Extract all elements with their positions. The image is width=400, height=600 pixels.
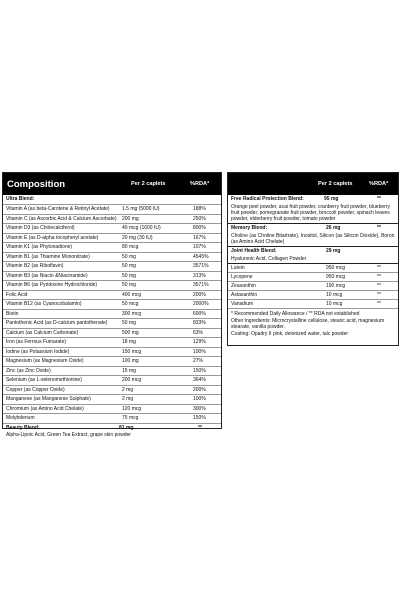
table-row	[3, 367, 221, 377]
table-row	[3, 205, 221, 215]
nutrient-name: Vitamin D3 (as Cholecalciferol)	[6, 225, 75, 231]
table-row	[3, 348, 221, 358]
nutrient-amount: 150 mcg	[122, 348, 142, 355]
free-radical-blend-row: Free Radical Protection Blend: 95 mg **	[231, 196, 381, 202]
nutrient-amount: 100 mg	[122, 358, 139, 364]
table-row	[3, 234, 221, 244]
ultra-blend-rows	[3, 205, 221, 424]
table-row	[3, 281, 221, 291]
nutrient-amount: 200 mg	[122, 215, 139, 222]
table-row	[228, 282, 398, 291]
per-serving-header: Per 2 caplets	[131, 181, 166, 187]
nutrient-rda: 100%	[193, 348, 206, 355]
nutrient-amount: 50 mg	[122, 253, 136, 260]
nutrient-rda: 129%	[193, 339, 206, 345]
nutrient-name: Biotin	[6, 310, 19, 317]
nutrient-rda: 250%	[193, 215, 206, 222]
nutrient-name: Lutein	[231, 264, 245, 271]
beauty-blend-description: Alpha-Lipoic Acid, Green Tea Extract, grape skin powder	[6, 432, 131, 438]
nutrient-name: Chromium (as Amino Acid Chelate)	[6, 405, 84, 412]
rda-footnote: * Recommended Daily Allowance / ** RDA not established	[231, 310, 360, 317]
table-row	[3, 376, 221, 386]
nutrient-rda: 27%	[193, 358, 204, 364]
nutrient-amount: 10 mcg	[326, 291, 343, 298]
nutrient-name: Vitamin A (as beta-Carotene & Retinyl Acetate)	[6, 206, 110, 212]
nutrient-rda: 300%	[193, 405, 206, 412]
nutrient-name: Vitamin B1 (as Thiamine Mononitrate)	[6, 253, 90, 260]
nutrient-name: Zinc (as Zinc Oxide)	[6, 367, 51, 374]
nutrient-name: Vitamin B6 (as Pyridoxine Hydrochloride)	[6, 282, 98, 288]
other-ingredients: Other ingredients: Microcrystalline cellulose, stearic acid, magnesium stearate, vanilla powder.	[231, 317, 385, 331]
nutrient-name: Calcium (as Calcium Carbonate)	[6, 329, 79, 336]
coating-info: Coating: Opadry II pink, deionized water, talc powder	[231, 331, 349, 338]
nutrient-name: Vanadium	[231, 300, 254, 307]
nutrient-name: Vitamin C (as Ascorbic Acid & Calcium Ascorbate)	[6, 215, 117, 222]
nutrient-rda: 313%	[193, 272, 206, 279]
table-row	[3, 319, 221, 329]
nutrient-rda: 100%	[193, 396, 206, 402]
table-row	[3, 386, 221, 396]
table-row	[228, 291, 398, 300]
nutrient-name: Vitamin B12 (as Cyanocobalamin)	[6, 301, 82, 307]
memory-blend-row: Memory Blend: 26 mg **	[231, 225, 381, 232]
table-row	[3, 329, 221, 339]
composition-table	[2, 172, 222, 438]
nutrient-amount: 15 mg	[122, 367, 136, 374]
nutrient-rda: 150%	[193, 367, 206, 374]
nutrient-rda: 600%	[193, 310, 206, 317]
nutrient-amount: 40 mcg (1600 IU)	[122, 225, 161, 231]
table-row	[3, 357, 221, 367]
nutrient-amount: 50 mcg	[122, 301, 139, 307]
nutrient-rda: 188%	[193, 206, 206, 212]
ultra-blend-heading: Ultra Blend:	[3, 195, 221, 205]
nutrient-amount: 1.5 mg (5000 IU)	[122, 206, 160, 212]
table-row	[3, 310, 221, 320]
nutrient-amount: 950 mcg	[326, 264, 346, 271]
nutrient-name: Vitamin B2 (as Riboflavin)	[6, 263, 64, 269]
nutrient-amount: 75 mcg	[122, 415, 139, 421]
nutrient-rda: 3571%	[193, 282, 209, 288]
nutrient-name: Vitamin B3 (as Niacin &Niacinamide)	[6, 272, 88, 279]
nutrient-amount: 120 mcg	[122, 405, 142, 412]
nutrient-amount: 200 mcg	[122, 377, 142, 383]
nutrient-amount: 500 mg	[122, 329, 139, 336]
nutrient-rda: 63%	[193, 329, 204, 336]
nutrient-rda: 2000%	[193, 301, 209, 307]
table-row	[3, 215, 221, 225]
nutrient-name: Manganese (as Manganese Sulphate)	[6, 396, 91, 402]
rda-header: %RDA*	[190, 181, 210, 187]
nutrient-amount: 50 mg	[122, 272, 136, 279]
nutrient-amount: 20 mg (30 IU)	[122, 234, 153, 241]
nutrient-name: Copper (as Copper Oxide)	[6, 386, 65, 393]
nutrient-rda: **	[377, 264, 381, 271]
free-radical-blend-description: Orange peel powder, acai fruit powder, cranberry fruit powder, blueberry fruit powder, pomegranate fruit powder, broccoli powder, spinach leaves powder, elderberry fruit powder, tomato powder	[228, 204, 398, 225]
nutrient-rda: **	[377, 300, 381, 307]
joint-health-blend-row: Joint Health Blend: 29 mg	[231, 248, 341, 255]
nutrient-amount: 18 mg	[122, 339, 136, 345]
table-row	[3, 272, 221, 282]
table-row	[228, 300, 398, 309]
nutrient-amount: 2 mg	[122, 396, 134, 402]
nutrient-amount: 190 mcg	[326, 282, 346, 289]
nutrient-rda: **	[377, 291, 381, 298]
table-row	[3, 253, 221, 263]
nutrient-rda: 200%	[193, 291, 206, 298]
nutrient-amount: 10 mcg	[326, 300, 343, 307]
beauty-blend-row: Beauty Blend: 81 mg **	[6, 424, 202, 431]
table-row	[3, 300, 221, 310]
nutrient-amount: 50 mg	[122, 320, 136, 326]
nutrient-rda: 833%	[193, 320, 206, 326]
joint-health-blend-description: Hyaluronic Acid, Collagen Powder	[228, 256, 398, 264]
nutrient-amount: 50 mg	[122, 282, 136, 288]
table-row	[3, 243, 221, 253]
nutrient-rda: 107%	[193, 244, 206, 250]
nutrient-amount: 2 mg	[122, 386, 134, 393]
rda-header: %RDA*	[369, 181, 389, 187]
table-row	[3, 405, 221, 415]
nutrient-amount: 50 mg	[122, 263, 136, 269]
nutrient-name: Selenium (as L-selenomethionine)	[6, 377, 82, 383]
table-row	[3, 414, 221, 424]
nutrient-amount: 300 mcg	[122, 310, 142, 317]
composition-title: Composition	[7, 178, 66, 190]
table-row	[228, 273, 398, 282]
nutrient-rda: 167%	[193, 234, 206, 241]
nutrient-rda: 4545%	[193, 253, 209, 260]
nutrient-amount: 950 mcg	[326, 273, 346, 280]
nutrient-name: Lycopene	[231, 273, 253, 280]
nutrient-amount: 400 mcg	[122, 291, 142, 298]
nutrient-name: Vitamin E (as D-alpha tocopheryl acetate)	[6, 234, 99, 241]
nutrient-rda: 364%	[193, 377, 206, 383]
nutrient-rda: **	[377, 273, 381, 280]
table-row	[228, 264, 398, 273]
nutrient-name: Iron (as Ferrous Fumarate)	[6, 339, 67, 345]
nutrient-name: Vitamin K1 (as Phytonadione)	[6, 244, 73, 250]
nutrient-name: Folic Acid	[6, 291, 28, 298]
table-row	[3, 395, 221, 405]
nutrient-name: Molybdenum	[6, 415, 35, 421]
carotenoid-rows	[228, 264, 398, 309]
nutrient-name: Iodine (as Potassium Iodide)	[6, 348, 70, 355]
nutrient-rda: 200%	[193, 386, 206, 393]
nutrient-rda: 800%	[193, 225, 206, 231]
composition-header	[3, 173, 221, 195]
table-row	[3, 224, 221, 234]
continued-header	[228, 173, 398, 195]
table-row	[3, 338, 221, 348]
table-row	[3, 262, 221, 272]
nutrient-rda: 150%	[193, 415, 206, 421]
nutrient-name: Astaxanthin	[231, 291, 258, 298]
nutrient-amount: 80 mcg	[122, 244, 139, 250]
nutrient-name: Magnesium (as Magnesium Oxide)	[6, 358, 84, 364]
memory-blend-description: Choline (as Choline Bitartrate), Inositol, Silicon (as Silicon Dioxide), Boron (as Amino Acid Chelate)	[228, 233, 398, 247]
nutrient-rda: 3571%	[193, 263, 209, 269]
composition-table-continued	[227, 172, 399, 346]
nutrient-name: Pantothenic Acid (as D-calcium pantothenate)	[6, 320, 108, 326]
nutrient-rda: **	[377, 282, 381, 289]
table-row	[3, 291, 221, 301]
nutrient-name: Zeaxanthin	[231, 282, 256, 289]
per-serving-header: Per 2 caplets	[318, 181, 353, 187]
